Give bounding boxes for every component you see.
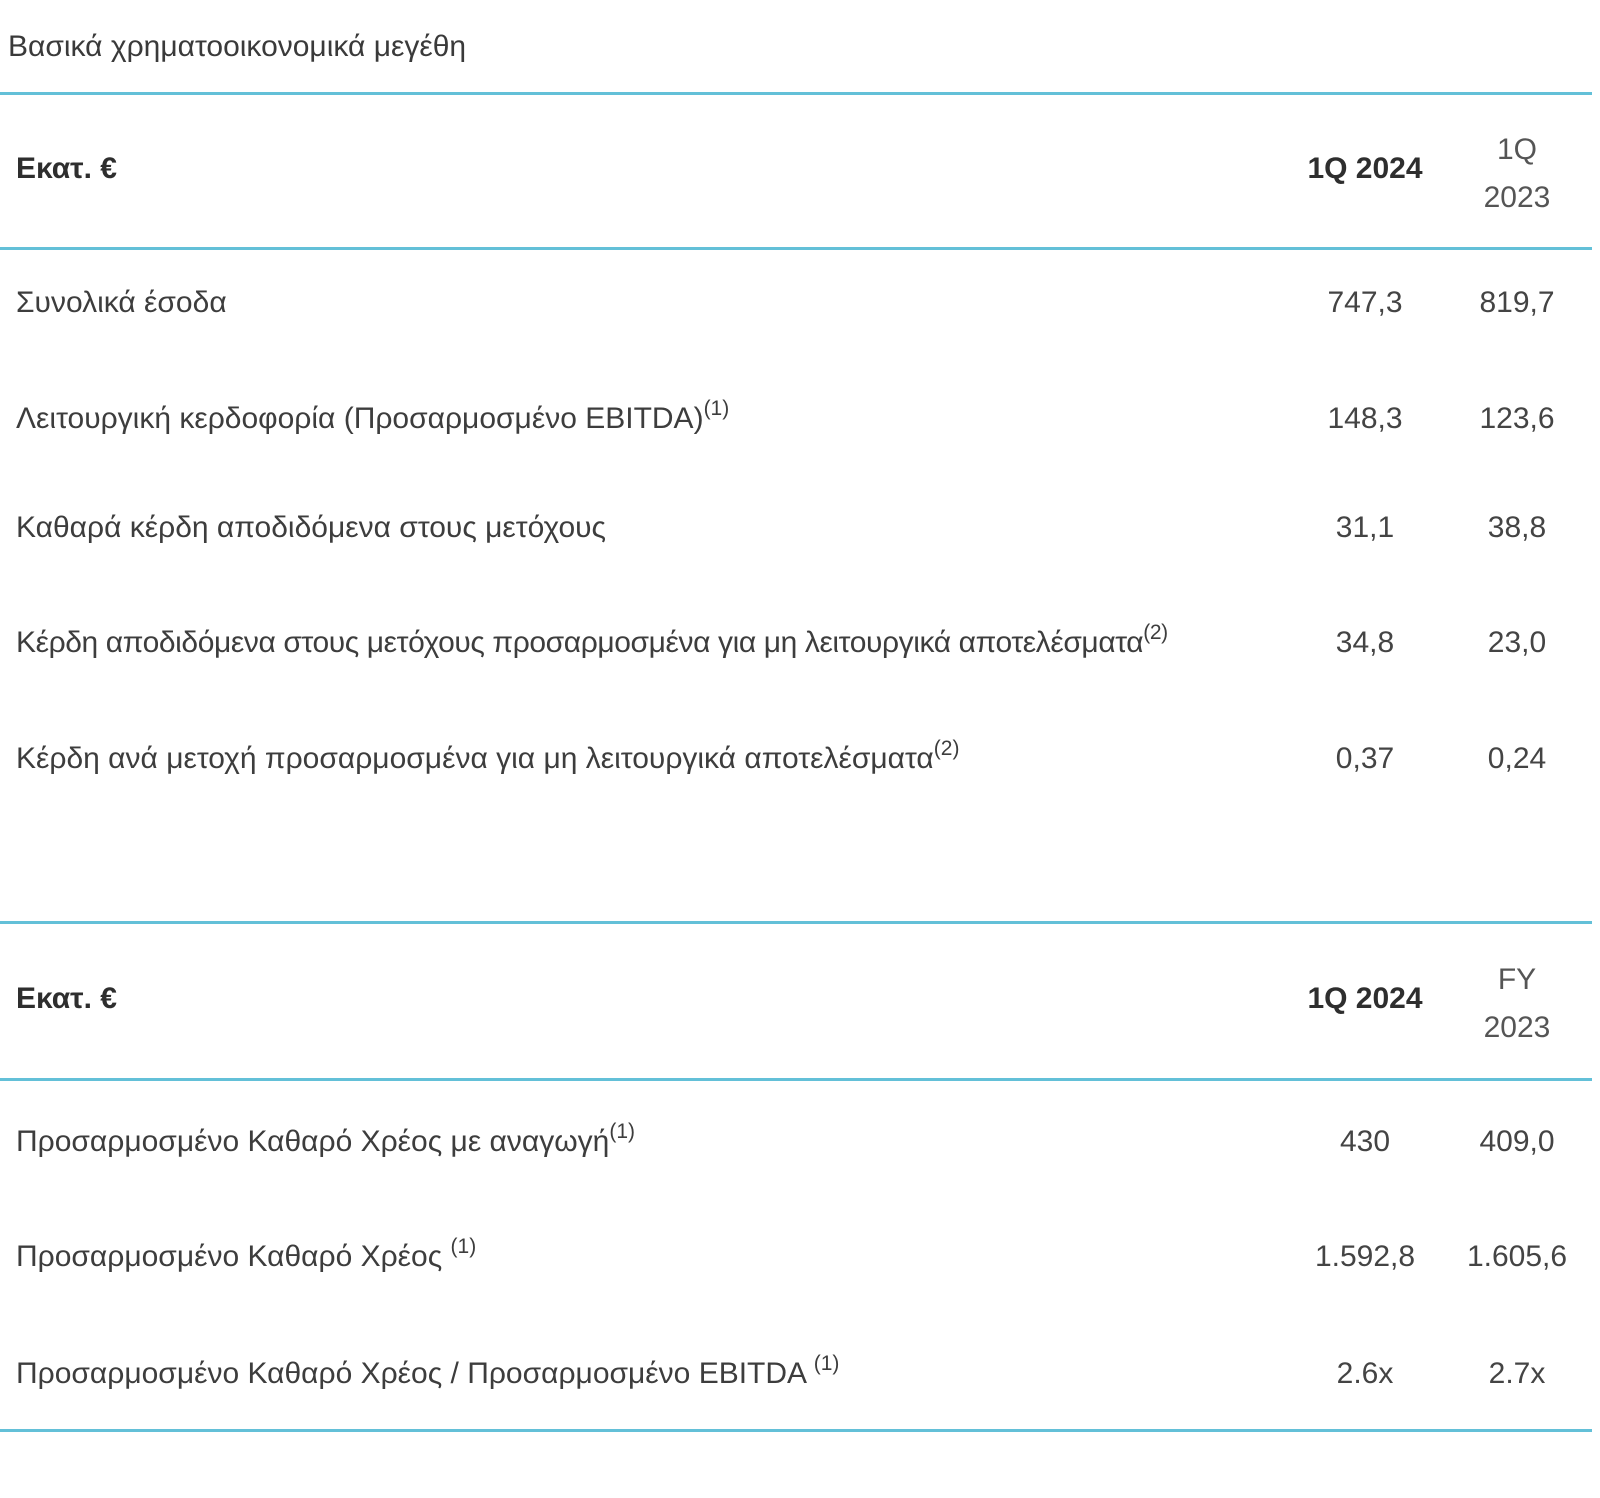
row-value-1q2024: 148,3 <box>1327 402 1403 435</box>
table2-header-col2-line2: 2023 <box>1483 1011 1551 1044</box>
row-label: Προσαρμοσμένο Καθαρό Χρέος $^{(1)}$ <box>16 1235 477 1273</box>
row-value-1q2023: 0,24 <box>1487 742 1547 775</box>
row-label: Κέρδη ανά μετοχή προσαρμοσμένα για μη λειτουργικά αποτελέσματα$^{(2)}$ <box>16 737 960 775</box>
table1-header-row <box>0 130 1592 230</box>
row-value-1q2024: 747,3 <box>1327 286 1403 319</box>
page-title: Βασικά χρηματοοικονομικά μεγέθη <box>8 30 467 63</box>
table2-bottom-rule <box>0 1429 1592 1432</box>
table2-header-label: Εκατ. € <box>16 982 117 1015</box>
row-value-1q2024: 34,8 <box>1335 626 1395 659</box>
row-label: Καθαρά κέρδη αποδιδόμενα στους μετόχους <box>16 511 607 544</box>
row-value-1q2024: 31,1 <box>1335 511 1395 544</box>
table2-top-rule <box>0 921 1592 924</box>
table2-header-rule <box>0 1078 1592 1081</box>
table2-header-col2 <box>1442 956 1592 1052</box>
table1-header-rule <box>0 247 1592 250</box>
table1-header-label: Εκατ. € <box>16 152 117 185</box>
table2-header-col1: 1Q 2024 <box>1307 982 1423 1015</box>
table1-header-col1: 1Q 2024 <box>1307 152 1423 185</box>
table1-top-rule <box>0 92 1592 95</box>
row-value-1q2024: 0,37 <box>1335 742 1395 775</box>
row-value-1q2023: 123,6 <box>1479 402 1555 435</box>
row-label: Συνολικά έσοδα <box>16 286 227 319</box>
row-value-fy2023: 2.7x <box>1488 1357 1546 1390</box>
row-label: Κέρδη αποδιδόμενα στους μετόχους προσαρμοσμένα για μη λειτουργικά αποτελέσματα$^{(2)}$ <box>16 621 1168 659</box>
table2-header-row <box>0 960 1592 1060</box>
table1-header-col2 <box>1442 126 1592 222</box>
row-value-fy2023: 1.605,6 <box>1466 1240 1568 1273</box>
table1-header-col2-line1: 1Q <box>1496 133 1538 166</box>
row-value-1q2023: 819,7 <box>1479 286 1555 319</box>
row-value-1q2024: 2.6x <box>1336 1357 1394 1390</box>
table1-header-col2-line2: 2023 <box>1483 181 1551 214</box>
table2-header-col2-line1: FY <box>1497 963 1537 996</box>
row-value-1q2024: 430 <box>1339 1125 1391 1158</box>
row-value-1q2023: 38,8 <box>1487 511 1547 544</box>
row-label: Προσαρμοσμένο Καθαρό Χρέος / Προσαρμοσμένο EBITDA $^{(1)}$ <box>16 1352 840 1390</box>
row-label: Λειτουργική κερδοφορία (Προσαρμοσμένο EBITDA)$^{(1)}$ <box>16 397 730 435</box>
row-value-fy2023: 409,0 <box>1479 1125 1555 1158</box>
row-label: Προσαρμοσμένο Καθαρό Χρέος με αναγωγή$^{(1)}$ <box>16 1120 635 1158</box>
row-value-1q2024: 1.592,8 <box>1314 1240 1416 1273</box>
row-value-1q2023: 23,0 <box>1487 626 1547 659</box>
